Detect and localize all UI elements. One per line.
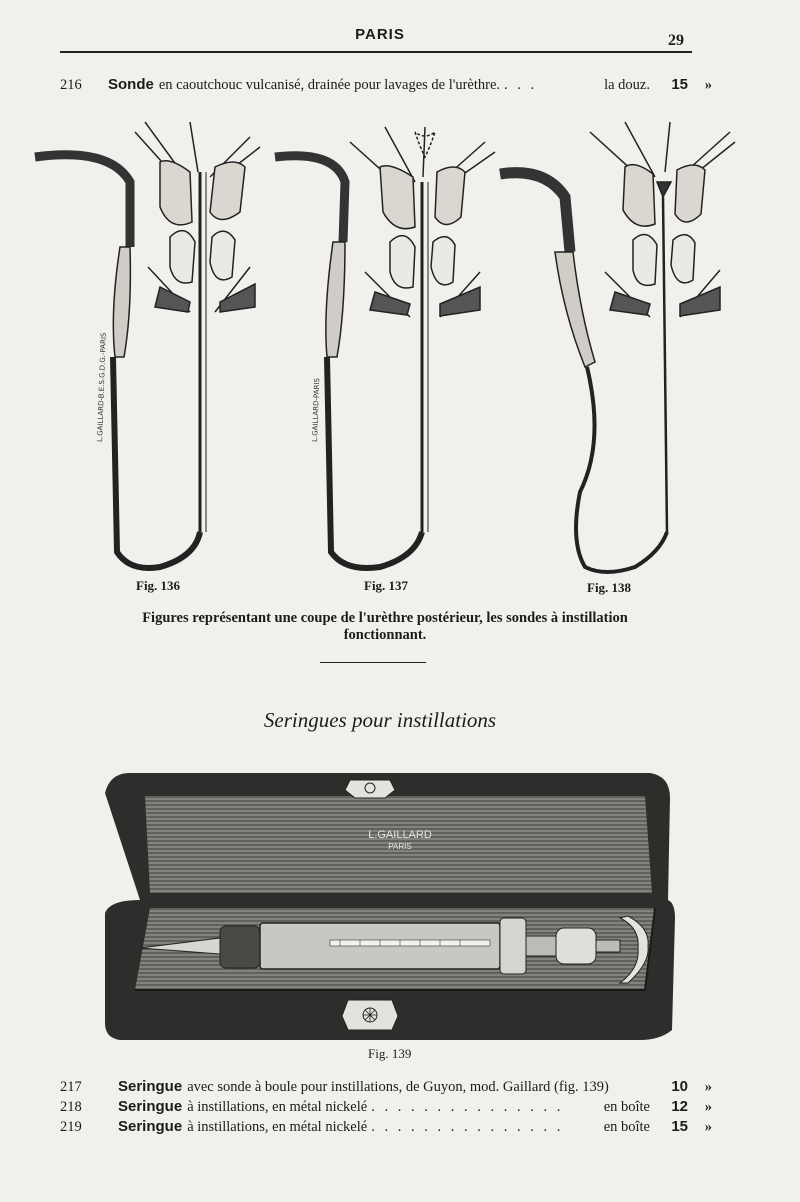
entry-price: 12 — [671, 1098, 688, 1115]
entry-price: 15 — [671, 1118, 688, 1135]
entry-number: 216 — [60, 77, 82, 93]
entry-cents: » — [704, 1119, 712, 1135]
page-number: 29 — [668, 32, 684, 49]
entry-number: 218 — [60, 1099, 82, 1115]
entry-leader: . . . . . . . . . . . . . . . — [371, 1119, 564, 1135]
catalog-entry-219 — [60, 1118, 712, 1136]
entry-name: Sonde — [108, 76, 154, 93]
entry-cents: » — [704, 1079, 712, 1095]
catalog-entry-218 — [60, 1098, 712, 1116]
syringe-case-illustration — [100, 768, 680, 1043]
case-maker-text: L.GAILLARD — [368, 829, 432, 841]
figure-136-illustration — [20, 112, 280, 582]
section-title: Seringues pour instillations — [263, 708, 497, 732]
entry-number: 217 — [60, 1079, 82, 1095]
entry-cents: » — [704, 1099, 712, 1115]
catalog-entry-217 — [60, 1078, 712, 1096]
entry-unit: la douz. — [604, 77, 650, 93]
caption-line: Figures représentant une coupe de l'urèthre postérieur, les sondes à instillation — [142, 610, 628, 626]
caption-line: fonctionnant. — [343, 627, 427, 643]
fig-137-label: Fig. 137 — [364, 578, 409, 593]
entry-name: Seringue — [118, 1098, 183, 1115]
entry-description: à instillations, en métal nickelé — [187, 1119, 368, 1135]
section-divider — [320, 662, 426, 663]
fig-136-label: Fig. 136 — [136, 578, 181, 593]
stamp-text: L.GAILLARD-PARIS — [311, 377, 322, 443]
entry-price: 10 — [671, 1078, 688, 1095]
fig-138-label: Fig. 138 — [587, 580, 632, 595]
fig-139-label: Fig. 139 — [368, 1046, 412, 1061]
entry-name: Seringue — [118, 1118, 183, 1135]
header-rule — [60, 51, 692, 53]
stamp-text: L.GAILLARD-B.E.S.G.D.G.-PARIS — [96, 332, 108, 443]
entry-description: en caoutchouc vulcanisé, drainée pour lavages de l'urèthre. — [158, 77, 501, 93]
entry-unit: en boîte — [603, 1119, 650, 1135]
running-header: PARIS — [355, 26, 405, 43]
entry-description: avec sonde à boule pour instillations, de Guyon, mod. Gaillard (fig. 139) — [187, 1079, 609, 1095]
figure-138-illustration — [495, 112, 745, 582]
entry-leader: . . . — [504, 77, 538, 93]
entry-name: Seringue — [118, 1078, 183, 1095]
entry-cents: » — [704, 77, 712, 93]
entry-leader: . . . . . . . . . . . . . . . — [371, 1099, 564, 1115]
entry-description: à instillations, en métal nickelé — [187, 1099, 368, 1115]
catalog-entry-216 — [60, 76, 712, 94]
entry-number: 219 — [60, 1119, 82, 1135]
entry-unit: en boîte — [603, 1099, 650, 1115]
entry-price: 15 — [671, 76, 688, 93]
figure-caption — [100, 610, 670, 644]
figure-137-illustration — [265, 112, 505, 582]
case-city-text: PARIS — [388, 842, 412, 851]
